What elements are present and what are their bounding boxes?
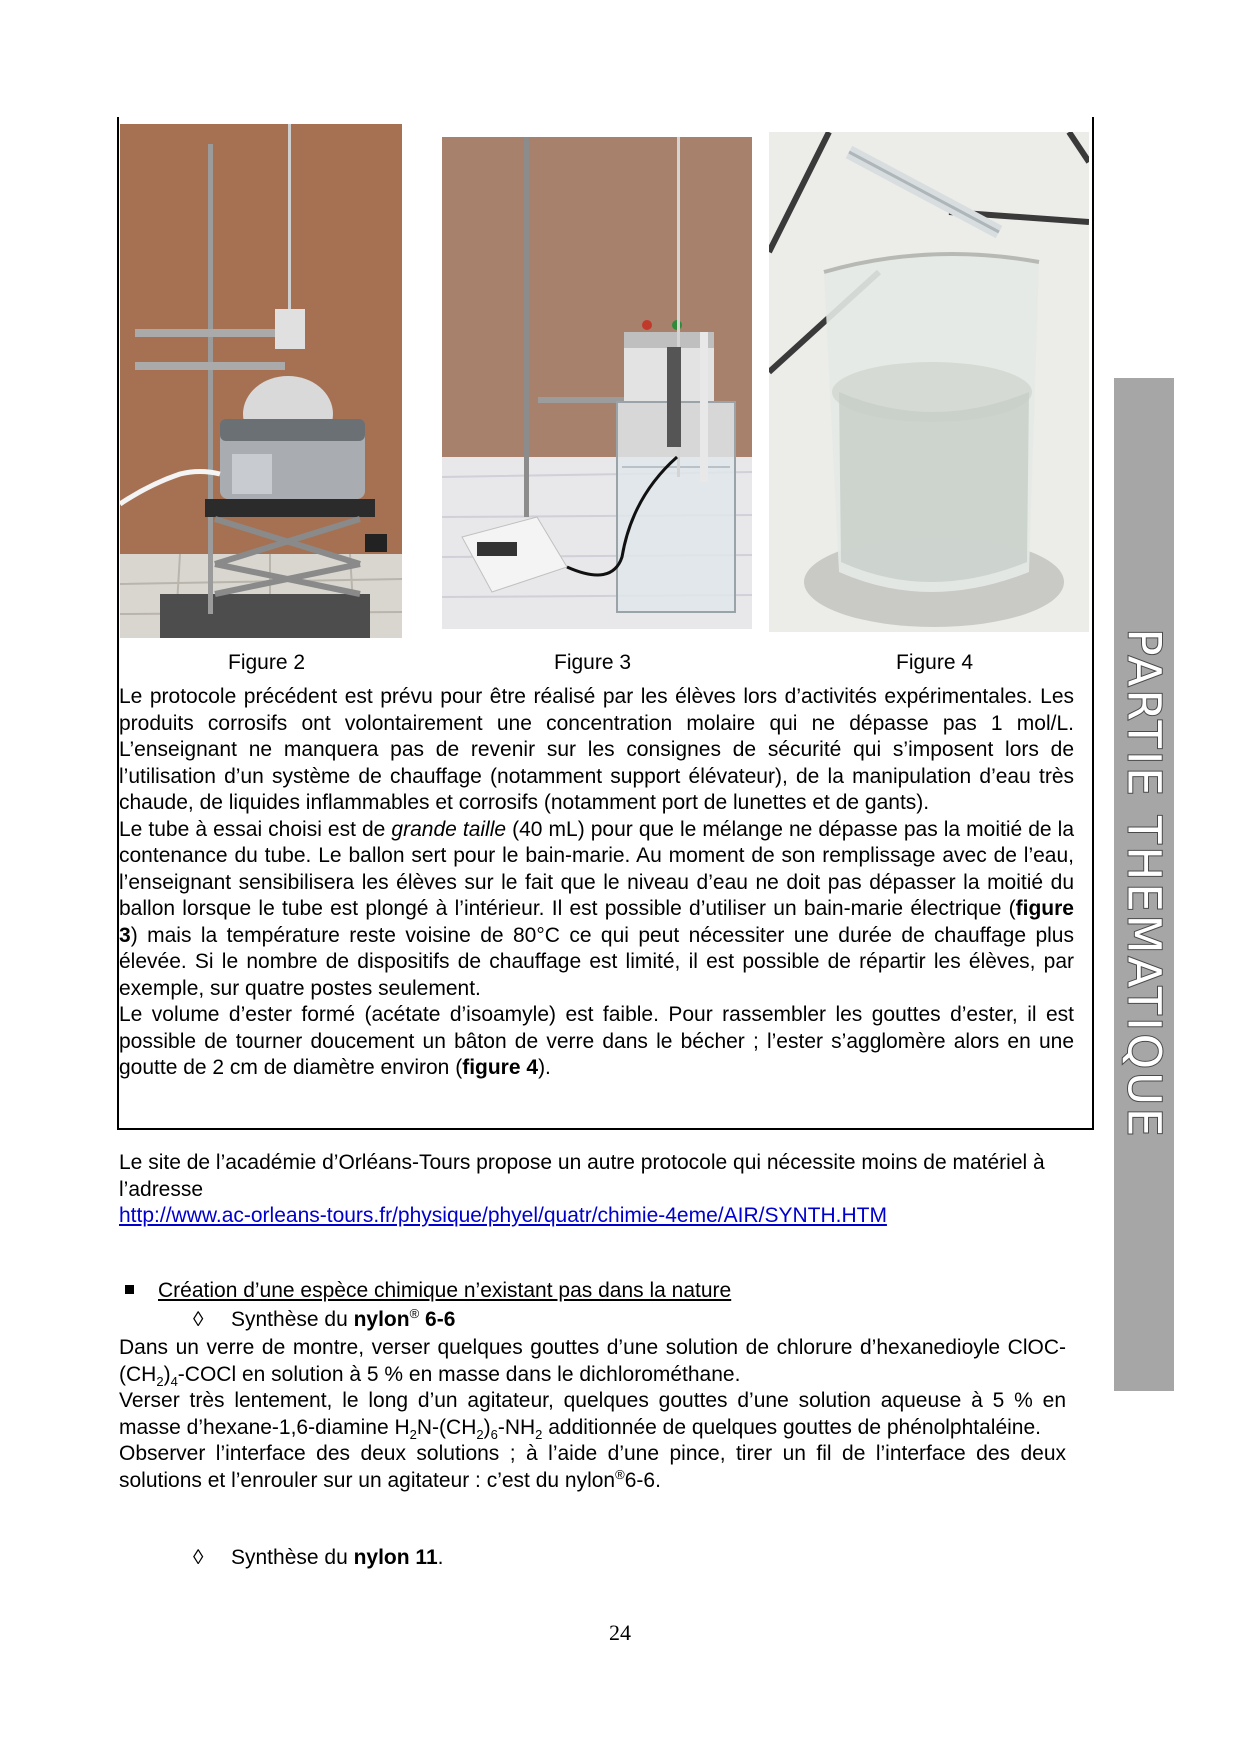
figure-3-photo [442, 137, 752, 629]
square-bullet-icon [125, 1285, 134, 1294]
subheading-nylon-66 [193, 1307, 455, 1333]
text-run: -COCl en solution à 5 % en masse dans le dichlorométhane. [177, 1362, 741, 1386]
text-run: ). [538, 1056, 551, 1079]
site-paragraph [119, 1150, 1066, 1230]
subscript: 6 [490, 1426, 498, 1442]
procedure-paragraph-2 [119, 1388, 1066, 1441]
procedure-paragraph-3 [119, 1441, 1066, 1494]
text-run: . [437, 1546, 444, 1569]
text-run: N-(CH [416, 1415, 477, 1439]
text-run: Verser très lentement, le long d’un agitateur, quelques gouttes d’une solution aqueuse à 5 % en masse d’hexane-1,6-diamine H [119, 1389, 1066, 1439]
figure-reference: figure 3 [119, 897, 1074, 947]
text-run: Le tube à essai choisi est de [119, 817, 392, 841]
diamond-bullet-icon: ◊ [193, 1546, 204, 1569]
subscript: 2 [156, 1373, 164, 1389]
box-paragraph-1: Le protocole précédent est prévu pour être réalisé par les élèves lors d’activités expérimentales. Les produits corrosifs ont volontairement une concentration molaire qui ne dépasse pas 1 mol/L. L’enseignant ne manquera pas de revenir sur les consignes de sécurité qui s’imposent lors de l’utilisation d’un système de chauffage (notamment support élévateur), de la manipulation d’eau très chaude, de liquides inflammables et corrosifs (notamment port de lunettes et de gants). [119, 685, 1074, 814]
text-run: (40 mL) pour que le mélange ne dépasse pas la moitié de la contenance du tube. Le ballon sert pour le bain-marie. Au moment de son remplissage avec de l’eau, l’enseignant sensibilisera les élèves sur le fait que le niveau d’eau ne doit pas dépasser la moitié du ballon lorsque le tube est plongé à l’intérieur. Il est possible d’utiliser un bain-marie électrique ( [119, 817, 1074, 920]
text-run: ) [483, 1415, 491, 1439]
registered-mark: ® [409, 1306, 420, 1321]
figure-2-photo [120, 124, 402, 638]
sidebar-label: PARTIE THEMATIQUE [1117, 628, 1171, 1140]
subscript: 2 [476, 1426, 484, 1442]
academie-link[interactable]: http://www.ac-orleans-tours.fr/physique/phyel/quatr/chimie-4eme/AIR/SYNTH.HTM [119, 1204, 887, 1227]
figure-reference: figure 4 [462, 1056, 539, 1079]
box-paragraph-2 [119, 817, 1074, 1003]
nylon-procedure [119, 1335, 1066, 1494]
procedure-paragraph-1 [119, 1335, 1066, 1388]
subscript: 4 [170, 1373, 178, 1389]
subheading-nylon-11 [193, 1545, 443, 1571]
text-run: Synthèse du [231, 1308, 354, 1331]
subscript: 2 [535, 1426, 543, 1442]
section-heading [119, 1278, 731, 1304]
box-paragraph-3 [119, 1002, 1074, 1082]
site-text: Le site de l’académie d’Orléans-Tours propose un autre protocole qui nécessite moins de matériel à l’adresse [119, 1151, 1045, 1201]
text-run: additionnée de quelques gouttes de phénolphtaléine. [542, 1415, 1041, 1439]
text-run: Le volume d’ester formé (acétate d’isoamyle) est faible. Pour rassembler les gouttes d’ester, il est possible de tourner doucement un bâton de verre dans le bécher ; l’ester s’agglomère alors en une goutte de 2 cm de diamètre environ ( [119, 1003, 1074, 1079]
bold-text: nylon 11 [353, 1546, 438, 1569]
figure-3-caption: Figure 3 [554, 651, 632, 674]
text-run: Observer l’interface des deux solutions ; à l’aide d’une pince, tirer un fil de l’interface des deux solutions et l’enrouler sur un agitateur : c’est du nylon [119, 1442, 1066, 1492]
subscript: 2 [409, 1426, 417, 1442]
bold-text: nylon [353, 1308, 410, 1331]
section-title: Création d’une espèce chimique n’existant pas dans la nature [158, 1279, 732, 1302]
figure-2-caption: Figure 2 [228, 651, 306, 674]
text-run: Dans un verre de montre, verser quelques gouttes d’une solution de chlorure d’hexanedioyle ClOC-(CH [119, 1336, 1066, 1386]
figure-4-caption: Figure 4 [896, 651, 974, 674]
registered-mark: ® [615, 1466, 625, 1482]
bold-text: 6-6 [419, 1308, 456, 1331]
text-run: ) [163, 1362, 171, 1386]
text-run: -NH [497, 1415, 536, 1439]
emphasis-text: grande taille [391, 817, 507, 841]
text-run: 6-6. [624, 1468, 661, 1492]
text-run: Synthèse du [231, 1546, 354, 1569]
text-run: ) mais la température reste voisine de 80°C ce qui peut nécessiter une durée de chauffage plus élevée. Si le nombre de dispositifs de chauffage est limité, il est possible de répartir les élèves, par exemple, sur quatre postes seulement. [119, 923, 1074, 1000]
box-text [119, 684, 1074, 1082]
figure-4-photo [769, 132, 1089, 632]
page-number: 24 [609, 1620, 631, 1645]
diamond-bullet-icon: ◊ [193, 1308, 204, 1331]
